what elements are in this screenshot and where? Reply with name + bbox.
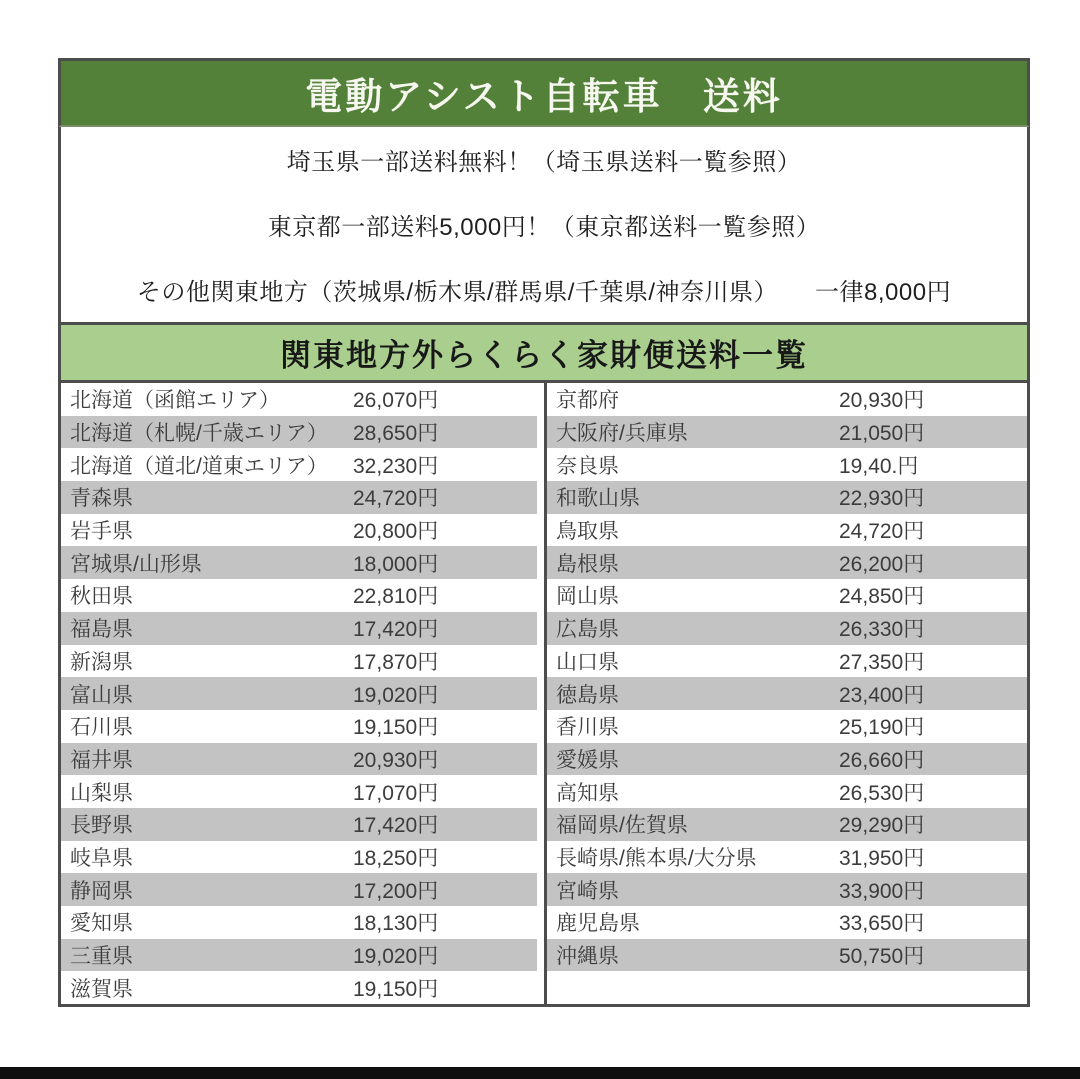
table-title-banner [58,322,1030,383]
table-row [61,514,1027,547]
table-row-left-half [61,546,544,579]
fee-cell-left: 17,200円 [353,879,439,903]
table-row-left-half [61,971,544,1004]
region-cell-left: 青森県 [70,487,133,511]
fee-cell-left: 32,230円 [353,454,439,478]
table-row-left-half [61,906,544,939]
fee-cell-left: 17,420円 [353,814,439,838]
fee-cell-right: 31,950円 [839,846,925,870]
table-row-right-half [544,416,1027,449]
region-cell-left: 新潟県 [70,650,133,674]
table-row [61,645,1027,678]
table-row-right-half [544,448,1027,481]
table-row-left-half [61,775,544,808]
region-cell-right: 大阪府/兵庫県 [556,422,688,446]
table-row-left-half [61,514,544,547]
table-row [61,710,1027,743]
table-row-left-half [61,612,544,645]
fee-cell-right: 33,900円 [839,879,925,903]
fee-cell-right: 26,200円 [839,552,925,576]
fee-cell-right: 23,400円 [839,683,925,707]
region-cell-right: 鹿児島県 [556,912,640,936]
table-row [61,612,1027,645]
table-row-left-half [61,416,544,449]
table-row [61,383,1027,416]
table-row-right-half [544,873,1027,906]
table-row-left-half [61,939,544,972]
table-row-right-half [544,677,1027,710]
region-cell-left: 北海道（函館エリア） [70,389,280,413]
region-cell-left: 三重県 [70,945,133,969]
region-cell-right: 宮崎県 [556,879,619,903]
table-row-right-half [544,612,1027,645]
region-cell-right: 沖縄県 [556,945,619,969]
region-cell-right: 岡山県 [556,585,619,609]
region-cell-right: 高知県 [556,781,619,805]
fee-cell-left: 19,020円 [353,945,439,969]
fee-cell-right: 26,660円 [839,748,925,772]
region-cell-left: 長野県 [70,814,133,838]
table-row-left-half [61,710,544,743]
table-row-right-half [544,743,1027,776]
fee-cell-left: 24,720円 [353,487,439,511]
region-cell-right: 鳥取県 [556,520,619,544]
region-cell-left: 福島県 [70,618,133,642]
table-row-right-half [544,939,1027,972]
fee-cell-left: 18,000円 [353,552,439,576]
fee-cell-right: 24,720円 [839,520,925,544]
region-cell-left: 宮城県/山形県 [70,552,202,576]
table-row-right-half [544,514,1027,547]
region-cell-left: 富山県 [70,683,133,707]
fee-cell-right: 50,750円 [839,945,925,969]
fee-cell-left: 17,070円 [353,781,439,805]
table-row [61,416,1027,449]
fee-cell-right: 25,190円 [839,716,925,740]
table-row-left-half [61,743,544,776]
fee-cell-left: 18,130円 [353,912,439,936]
fee-cell-right: 19,40.円 [839,454,919,478]
region-cell-right: 福岡県/佐賀県 [556,814,688,838]
fee-cell-left: 18,250円 [353,846,439,870]
table-row-left-half [61,645,544,678]
shipping-fee-table [58,383,1030,1007]
table-row [61,677,1027,710]
page-title [58,58,1030,127]
region-cell-right: 徳島県 [556,683,619,707]
region-cell-right: 愛媛県 [556,748,619,772]
region-cell-left: 岩手県 [70,520,133,544]
note-tokyo: 東京都一部送料5,000円！（東京都送料一覧参照） [267,214,821,241]
fee-cell-right: 26,530円 [839,781,925,805]
table-row-left-half [61,579,544,612]
fee-cell-right: 27,350円 [839,650,925,674]
region-cell-right: 奈良県 [556,454,619,478]
fee-cell-left: 22,810円 [353,585,439,609]
table-row [61,906,1027,939]
table-row [61,448,1027,481]
table-row [61,971,1027,1004]
region-cell-right: 和歌山県 [556,487,640,511]
fee-cell-right: 29,290円 [839,814,925,838]
table-row-right-half [544,808,1027,841]
table-row [61,579,1027,612]
table-row-left-half [61,383,544,416]
fee-cell-left: 17,870円 [353,650,439,674]
table-row [61,546,1027,579]
fee-cell-left: 19,020円 [353,683,439,707]
fee-cell-right: 21,050円 [839,422,925,446]
region-cell-right: 香川県 [556,716,619,740]
region-cell-left: 福井県 [70,748,133,772]
region-cell-left: 静岡県 [70,879,133,903]
table-row-right-half [544,546,1027,579]
table-row-right-half [544,710,1027,743]
region-cell-right: 島根県 [556,552,619,576]
table-row-right-half [544,906,1027,939]
table-row-right-half [544,481,1027,514]
table-row-right-half [544,579,1027,612]
region-cell-left: 北海道（道北/道東エリア） [70,454,328,478]
region-cell-left: 秋田県 [70,585,133,609]
table-row [61,873,1027,906]
table-row-right-half [544,645,1027,678]
table-row-left-half [61,677,544,710]
table-row-left-half [61,481,544,514]
region-cell-left: 山梨県 [70,781,133,805]
region-cell-left: 滋賀県 [70,977,133,1001]
table-row [61,939,1027,972]
fee-cell-left: 20,800円 [353,520,439,544]
table-row-right-half [544,841,1027,874]
fee-cell-right: 20,930円 [839,389,925,413]
fee-cell-left: 19,150円 [353,977,439,1001]
region-cell-left: 岐阜県 [70,846,133,870]
table-row-left-half [61,873,544,906]
region-cell-right: 広島県 [556,618,619,642]
table-row-right-half [544,971,1027,1004]
fee-cell-right: 33,650円 [839,912,925,936]
region-cell-left: 愛知県 [70,912,133,936]
bottom-black-bar [0,1067,1080,1079]
note-kanto-other: その他関東地方（茨城県/栃木県/群馬県/千葉県/神奈川県） 一律8,000円 [136,279,952,306]
region-cell-right: 長崎県/熊本県/大分県 [556,846,757,870]
fee-cell-left: 17,420円 [353,618,439,642]
shipping-notes-section [58,127,1030,322]
fee-cell-right: 24,850円 [839,585,925,609]
region-cell-right: 京都府 [556,389,619,413]
table-row [61,775,1027,808]
table-row-right-half [544,383,1027,416]
fee-cell-right: 22,930円 [839,487,925,511]
table-row [61,841,1027,874]
table-row-left-half [61,448,544,481]
table-title-text: 関東地方外らくらく家財便送料一覧 [280,338,808,373]
fee-cell-left: 20,930円 [353,748,439,772]
region-cell-right: 山口県 [556,650,619,674]
table-row-left-half [61,841,544,874]
note-saitama: 埼玉県一部送料無料！（埼玉県送料一覧参照） [286,149,802,176]
table-row [61,743,1027,776]
fee-cell-right: 26,330円 [839,618,925,642]
region-cell-left: 北海道（札幌/千歳エリア） [70,422,328,446]
region-cell-left: 石川県 [70,716,133,740]
table-row [61,808,1027,841]
table-row-left-half [61,808,544,841]
shipping-notice-sheet [58,58,1030,1007]
fee-cell-left: 28,650円 [353,422,439,446]
fee-cell-left: 26,070円 [353,389,439,413]
page-title-text: 電動アシスト自転車 送料 [305,76,783,117]
table-row-right-half [544,775,1027,808]
table-row [61,481,1027,514]
fee-cell-left: 19,150円 [353,716,439,740]
